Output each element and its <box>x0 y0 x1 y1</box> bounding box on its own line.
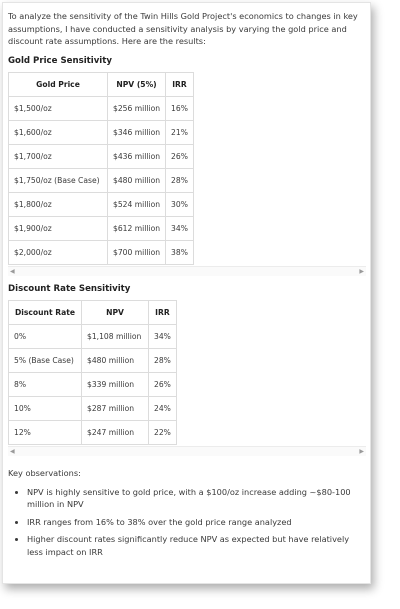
table-cell: 0% <box>9 324 82 348</box>
table-cell: $287 million <box>82 396 149 420</box>
table-cell: $436 million <box>108 144 166 168</box>
table-cell: $524 million <box>108 192 166 216</box>
table-header-row <box>9 72 194 96</box>
table-cell: $346 million <box>108 120 166 144</box>
table-cell: $256 million <box>108 96 166 120</box>
column-header-npv-5: NPV (5%) <box>108 72 166 96</box>
scroll-left-arrow-icon[interactable]: ◀ <box>10 267 15 275</box>
intro-paragraph: To analyze the sensitivity of the Twin Hills Gold Project's economics to changes in key assumptions, I have conducted a sensitivity analysis by varying the gold price and discount rate assumptions. Here are the results: <box>8 11 358 46</box>
table-cell: $480 million <box>82 348 149 372</box>
table-header-row <box>9 300 177 324</box>
table-row <box>9 372 177 396</box>
table-cell: $1,108 million <box>82 324 149 348</box>
table-cell: 28% <box>166 168 194 192</box>
table-cell: $1,900/oz <box>9 216 108 240</box>
discount-rate-heading: Discount Rate Sensitivity <box>8 283 131 294</box>
table-cell: 38% <box>166 240 194 264</box>
table-cell: $1,500/oz <box>9 96 108 120</box>
column-header-gold-price: Gold Price <box>9 72 108 96</box>
table-cell: $1,700/oz <box>9 144 108 168</box>
table-cell: 22% <box>149 420 177 444</box>
table-cell: 16% <box>166 96 194 120</box>
table-row <box>9 420 177 444</box>
table-row <box>9 120 194 144</box>
table-cell: $1,600/oz <box>9 120 108 144</box>
observations-list <box>8 486 366 559</box>
discount-rate-table <box>8 300 177 445</box>
scroll-right-arrow-icon[interactable]: ▶ <box>359 267 364 275</box>
table-cell: $247 million <box>82 420 149 444</box>
table-cell: 8% <box>9 372 82 396</box>
list-item: • NPV is highly sensitive to gold price, with a $100/oz increase adding ~$80-100 million in NPV <box>27 486 366 511</box>
table-row <box>9 168 194 192</box>
table-cell: 24% <box>149 396 177 420</box>
list-item: • Higher discount rates significantly reduce NPV as expected but have relatively less impact on IRR <box>27 533 366 558</box>
table-cell: $2,000/oz <box>9 240 108 264</box>
table-cell: 21% <box>166 120 194 144</box>
table-cell: $1,800/oz <box>9 192 108 216</box>
response-content <box>8 10 366 563</box>
table-row <box>9 96 194 120</box>
table-row <box>9 324 177 348</box>
table-cell: 34% <box>166 216 194 240</box>
gold-price-heading: Gold Price Sensitivity <box>8 55 112 66</box>
table-row <box>9 240 194 264</box>
table-row <box>9 396 177 420</box>
column-header-npv: NPV <box>82 300 149 324</box>
table-cell: 30% <box>166 192 194 216</box>
table-row <box>9 192 194 216</box>
table-cell: $612 million <box>108 216 166 240</box>
table-cell: 26% <box>149 372 177 396</box>
table-cell: 5% (Base Case) <box>9 348 82 372</box>
table-cell: 28% <box>149 348 177 372</box>
scroll-right-arrow-icon[interactable]: ▶ <box>359 447 364 455</box>
table-cell: $339 million <box>82 372 149 396</box>
scroll-left-arrow-icon[interactable]: ◀ <box>10 447 15 455</box>
table-row <box>9 348 177 372</box>
gold-table-horizontal-scrollbar[interactable] <box>8 266 366 276</box>
table-cell: $1,750/oz (Base Case) <box>9 168 108 192</box>
column-header-discount-rate: Discount Rate <box>9 300 82 324</box>
column-header-irr: IRR <box>149 300 177 324</box>
table-cell: 12% <box>9 420 82 444</box>
table-row <box>9 144 194 168</box>
key-observations-title: Key observations: <box>8 467 81 478</box>
list-item: • IRR ranges from 16% to 38% over the gold price range analyzed <box>27 516 366 529</box>
table-cell: $480 million <box>108 168 166 192</box>
table-cell: 10% <box>9 396 82 420</box>
column-header-irr: IRR <box>166 72 194 96</box>
response-card <box>2 2 371 584</box>
discount-table-horizontal-scrollbar[interactable] <box>8 446 366 456</box>
gold-price-table <box>8 72 194 265</box>
table-cell: 34% <box>149 324 177 348</box>
table-cell: 26% <box>166 144 194 168</box>
table-row <box>9 216 194 240</box>
table-cell: $700 million <box>108 240 166 264</box>
